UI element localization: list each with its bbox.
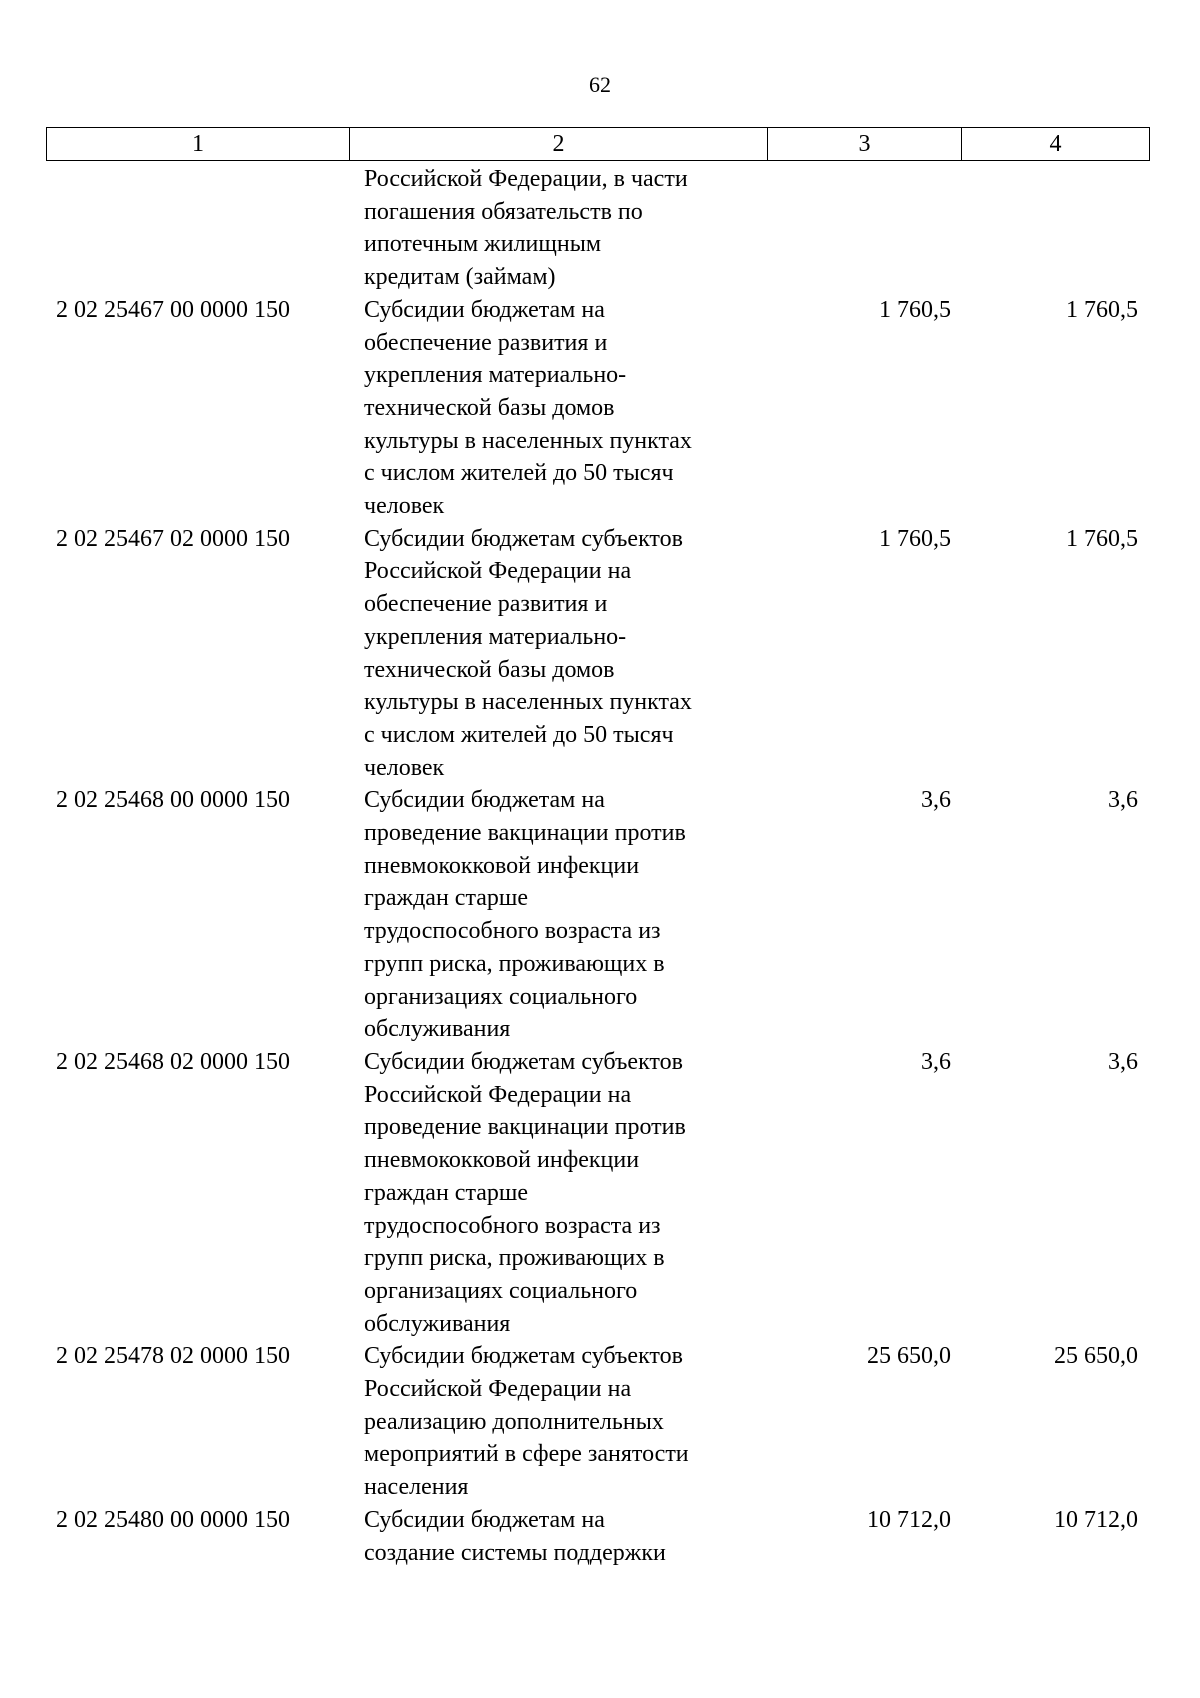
amount-column-3-cell: 1 760,5 — [879, 525, 951, 552]
budget-code-cell: 2 02 25468 02 0000 150 — [56, 1048, 290, 1075]
income-name-line: укрепления материально- — [364, 623, 627, 650]
income-name-line: человек — [364, 754, 445, 781]
income-name-line: Субсидии бюджетам на — [364, 296, 605, 323]
income-name-line: технической базы домов — [364, 656, 615, 683]
amount-column-4-cell: 1 760,5 — [1066, 296, 1138, 323]
amount-column-4-cell: 3,6 — [1108, 1048, 1138, 1075]
income-name-line: человек — [364, 493, 445, 520]
income-name-line: граждан старше — [364, 885, 529, 912]
income-name-line: граждан старше — [364, 1179, 529, 1206]
column-header-1: 1 — [47, 128, 350, 161]
table-row — [46, 784, 1149, 1046]
budget-code-cell: 2 02 25467 00 0000 150 — [56, 296, 290, 323]
amount-column-4-cell: 3,6 — [1108, 787, 1138, 814]
income-name-line: погашения обязательств по — [364, 198, 643, 225]
page-number: 62 — [589, 72, 611, 97]
income-name-line: проведение вакцинации против — [364, 820, 686, 847]
amount-column-3-cell — [767, 163, 961, 294]
income-name-line: Российской Федерации на — [364, 1376, 632, 1403]
income-name-line: обслуживания — [364, 1310, 511, 1337]
table-row — [46, 1340, 1149, 1504]
amount-column-3-cell: 1 760,5 — [879, 296, 951, 323]
income-name-line: технической базы домов — [364, 394, 615, 421]
income-name-line: Российской Федерации на — [364, 558, 632, 585]
income-name-line: групп риска, проживающих в — [364, 950, 665, 977]
column-header-4: 4 — [962, 128, 1150, 161]
budget-code-cell: 2 02 25467 02 0000 150 — [56, 525, 290, 552]
income-name-line: трудоспособного возраста из — [364, 918, 661, 945]
income-name-line: кредитам (займам) — [364, 264, 556, 291]
table-body — [46, 163, 1149, 1569]
income-name-line: обеспечение развития и — [364, 329, 608, 356]
income-name-line: трудоспособного возраста из — [364, 1212, 661, 1239]
income-name-line: Субсидии бюджетам субъектов — [364, 525, 683, 552]
amount-column-4-cell: 10 712,0 — [1054, 1506, 1138, 1533]
income-name-line: Российской Федерации на — [364, 1081, 632, 1108]
income-name-cell — [349, 1046, 767, 1340]
amount-column-3-cell: 3,6 — [921, 1048, 951, 1075]
amount-column-3-cell: 3,6 — [921, 787, 951, 814]
income-name-cell — [349, 523, 767, 785]
income-name-line: мероприятий в сфере занятости — [364, 1441, 689, 1468]
amount-column-3-cell: 10 712,0 — [867, 1506, 951, 1533]
income-name-line: обеспечение развития и — [364, 591, 608, 618]
budget-code-cell: 2 02 25478 02 0000 150 — [56, 1343, 290, 1370]
income-name-cell — [349, 1504, 767, 1569]
income-name-line: Субсидии бюджетам субъектов — [364, 1048, 683, 1075]
income-name-cell — [349, 163, 767, 294]
income-name-line: Субсидии бюджетам на — [364, 1506, 605, 1533]
income-name-line: культуры в населенных пунктах — [364, 689, 692, 716]
column-header-2: 2 — [350, 128, 768, 161]
column-header-row — [47, 128, 1150, 161]
income-name-line: обслуживания — [364, 1016, 511, 1043]
income-name-line: Российской Федерации, в части — [364, 166, 688, 192]
income-name-line: Субсидии бюджетам субъектов — [364, 1343, 683, 1370]
income-name-line: с числом жителей до 50 тысяч — [364, 460, 674, 487]
income-name-line: создание системы поддержки — [364, 1539, 666, 1566]
table-row — [46, 1046, 1149, 1340]
amount-column-4-cell: 25 650,0 — [1054, 1343, 1138, 1370]
income-name-line: населения — [364, 1474, 469, 1501]
amount-column-4-cell: 1 760,5 — [1066, 525, 1138, 552]
income-name-line: культуры в населенных пунктах — [364, 427, 692, 454]
income-name-line: проведение вакцинации против — [364, 1114, 686, 1141]
amount-column-4-cell — [961, 163, 1149, 294]
column-header-3: 3 — [768, 128, 962, 161]
budget-code-cell — [46, 163, 349, 294]
income-name-line: пневмококковой инфекции — [364, 852, 640, 879]
income-name-line: организациях социального — [364, 983, 638, 1010]
amount-column-3-cell: 25 650,0 — [867, 1343, 951, 1370]
income-name-line: групп риска, проживающих в — [364, 1245, 665, 1272]
budget-code-cell: 2 02 25480 00 0000 150 — [56, 1506, 290, 1533]
column-header-table — [46, 127, 1150, 161]
table-row — [46, 1504, 1149, 1569]
income-name-line: ипотечным жилищным — [364, 231, 602, 258]
income-name-line: с числом жителей до 50 тысяч — [364, 721, 674, 748]
budget-code-cell: 2 02 25468 00 0000 150 — [56, 787, 290, 814]
income-name-line: Субсидии бюджетам на — [364, 787, 605, 814]
table-row — [46, 523, 1149, 785]
table-row — [46, 163, 1149, 294]
income-name-cell — [349, 1340, 767, 1504]
income-name-line: укрепления материально- — [364, 362, 627, 389]
income-name-line: пневмококковой инфекции — [364, 1147, 640, 1174]
income-name-cell — [349, 294, 767, 523]
income-name-cell — [349, 784, 767, 1046]
income-name-line: организациях социального — [364, 1277, 638, 1304]
table-row — [46, 294, 1149, 523]
income-name-line: реализацию дополнительных — [364, 1408, 664, 1435]
